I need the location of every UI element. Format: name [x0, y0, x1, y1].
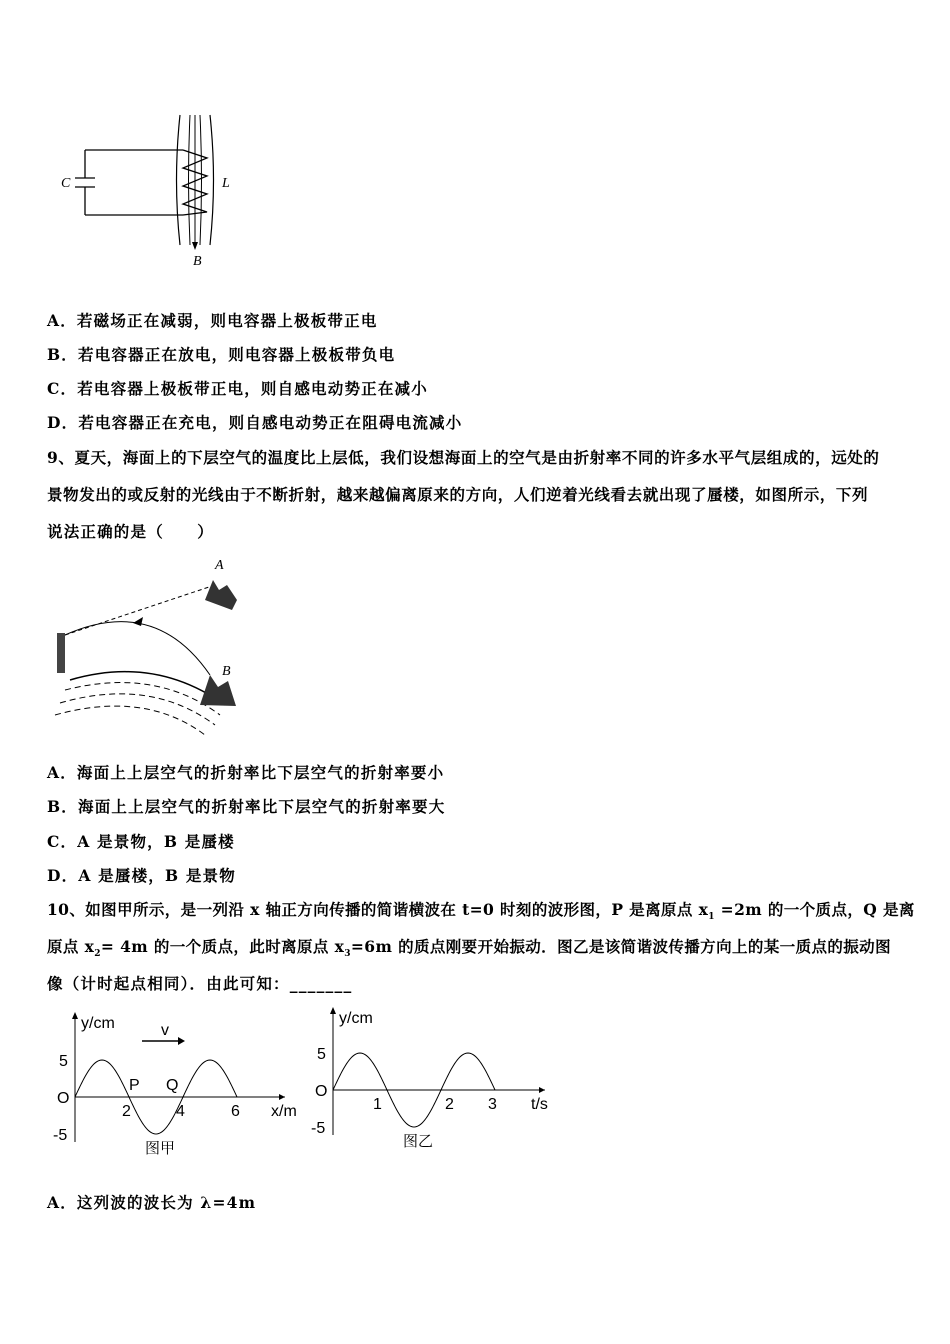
- scene-a-icon: [205, 580, 237, 610]
- y-axis-arrow: [330, 1007, 336, 1014]
- mirage-figure: [45, 555, 250, 745]
- q10-stem-line: 10、如图甲所示，是一列沿 x 轴正方向传播的简谐横波在 t=0 时刻的波形图，P 是离原点 $x_1 =2m$ 的一个质点，Q 是离: [47, 900, 915, 923]
- x-axis-arrow: [539, 1087, 545, 1093]
- origin-label: O: [315, 1083, 328, 1100]
- q9-stem-line: 景物发出的或反射的光线由于不断折射，越来越偏离原来的方向，人们逆着光线看去就出现了蜃楼，如图所示，下列: [47, 485, 869, 504]
- y-axis-arrow: [72, 1012, 78, 1019]
- q10-option-a: A．这列波的波长为 λ=4m: [47, 1193, 257, 1212]
- q8-option-b: B．若电容器正在放电，则电容器上极板带负电: [47, 345, 396, 364]
- y-tick-label: 5: [59, 1053, 68, 1070]
- q9-option-d: D．A 是蜃楼，B 是景物: [47, 866, 236, 885]
- q9-stem-line: 说法正确的是（ ）: [47, 522, 215, 541]
- q9-option-c: C．A 是景物，B 是蜃楼: [47, 832, 235, 851]
- q9-option-a: A．海面上上层空气的折射率比下层空气的折射率要小: [47, 763, 445, 782]
- vibration-chart-yi: [305, 1005, 555, 1155]
- label-b: B: [222, 664, 231, 679]
- q8-option-d: D．若电容器正在充电，则自感电动势正在阻碍电流减小: [47, 413, 463, 432]
- point-q-label: Q: [166, 1077, 179, 1094]
- x-axis-arrow: [279, 1094, 285, 1100]
- wave-chart-jia: [40, 1010, 300, 1160]
- observer-icon: [57, 633, 65, 673]
- y-axis-label: y/cm: [81, 1015, 115, 1032]
- inductor-label: L: [222, 176, 230, 191]
- q10-stem-line: 原点 $x_2= 4m$ 的一个质点，此时离原点 $x_3=6m$ 的质点刚要开始振动．图乙是该简谐波传播方向上的某一质点的振动图: [47, 937, 891, 960]
- y-axis-label: y/cm: [339, 1010, 373, 1027]
- y-tick-label: 5: [317, 1046, 326, 1063]
- q10-stem-line: 像（计时起点相同）．由此可知：_______: [47, 974, 353, 993]
- y-tick-label: -5: [53, 1127, 68, 1144]
- q9-option-b: B．海面上上层空气的折射率比下层空气的折射率要大: [47, 797, 446, 816]
- q8-option-a: A．若磁场正在减弱，则电容器上极板带正电: [47, 311, 378, 330]
- capacitor-label: C: [61, 176, 71, 191]
- q8-option-c: C．若电容器上极板带正电，则自感电动势正在减小: [47, 379, 428, 398]
- x-tick-label: 2: [122, 1103, 131, 1120]
- lc-circuit-figure: [55, 110, 255, 275]
- scene-b-icon: [200, 675, 236, 706]
- velocity-arrowhead: [178, 1037, 185, 1045]
- field-label: B: [193, 254, 202, 269]
- chart-title: 图乙: [403, 1133, 434, 1150]
- x-tick-label: 4: [176, 1103, 185, 1120]
- y-tick-label: -5: [311, 1120, 326, 1137]
- x-axis-label: t/s: [531, 1096, 548, 1113]
- x-axis-label: x/m: [271, 1103, 297, 1120]
- chart-title: 图甲: [145, 1140, 176, 1157]
- label-a: A: [215, 558, 224, 573]
- point-p-label: P: [129, 1077, 140, 1094]
- x-tick-label: 6: [231, 1103, 240, 1120]
- velocity-label: v: [161, 1022, 169, 1039]
- origin-label: O: [57, 1090, 70, 1107]
- q9-stem-line: 9、夏天，海面上的下层空气的温度比上层低，我们设想海面上的空气是由折射率不同的许多水平气层组成的，远处的: [47, 448, 880, 467]
- x-tick-label: 3: [488, 1096, 497, 1113]
- x-tick-label: 2: [445, 1096, 454, 1113]
- x-tick-label: 1: [373, 1096, 382, 1113]
